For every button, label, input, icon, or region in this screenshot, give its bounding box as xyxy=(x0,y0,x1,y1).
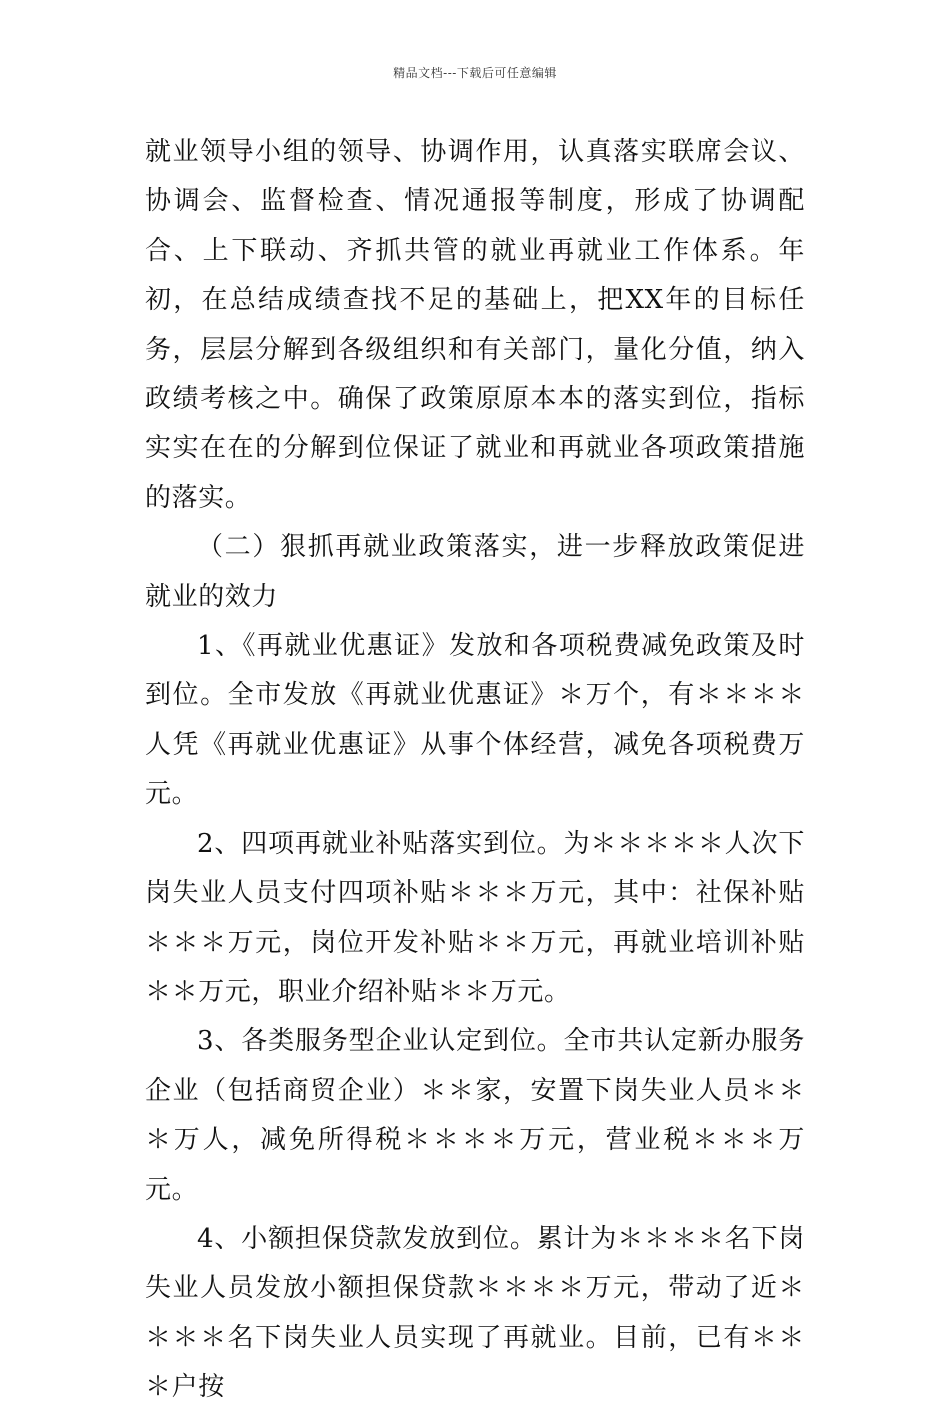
paragraph-item-1: 1、《再就业优惠证》发放和各项税费减免政策及时到位。全市发放《再就业优惠证》＊万个，有＊＊＊＊人凭《再就业优惠证》从事个体经营，减免各项税费万元。 xyxy=(145,631,805,810)
paragraph-intro-continuation: 就业领导小组的领导、协调作用，认真落实联席会议、协调会、监督检查、情况通报等制度，形成了协调配合、上下联动、齐抓共管的就业再就业工作体系。年初，在总结成绩查找不足的基础上，把XX年的目标任务，层层分解到各级组织和有关部门，量化分值，纳入政绩考核之中。确保了政策原原本本的落实到位，指标实实在在的分解到位保证了就业和再就业各项政策措施的落实。 xyxy=(145,137,805,513)
paragraph-item-4: 4、小额担保贷款发放到位。累计为＊＊＊＊名下岗失业人员发放小额担保贷款＊＊＊＊万元，带动了近＊＊＊＊名下岗失业人员实现了再就业。目前，已有＊＊＊户按 xyxy=(145,1223,805,1403)
section-heading-2: （二）狠抓再就业政策落实，进一步释放政策促进就业的效力 xyxy=(145,532,805,612)
paragraph-item-3: 3、各类服务型企业认定到位。全市共认定新办服务企业（包括商贸企业）＊＊家，安置下岗失业人员＊＊＊万人，减免所得税＊＊＊＊万元，营业税＊＊＊万元。 xyxy=(145,1026,805,1205)
paragraph-item-2: 2、四项再就业补贴落实到位。为＊＊＊＊＊人次下岗失业人员支付四项补贴＊＊＊万元，其中：社保补贴＊＊＊万元，岗位开发补贴＊＊万元，再就业培训补贴＊＊万元，职业介绍补贴＊＊万元。 xyxy=(145,828,805,1007)
document-body xyxy=(145,128,805,1413)
page-header: 精品文档---下载后可任意编辑 xyxy=(393,66,557,80)
